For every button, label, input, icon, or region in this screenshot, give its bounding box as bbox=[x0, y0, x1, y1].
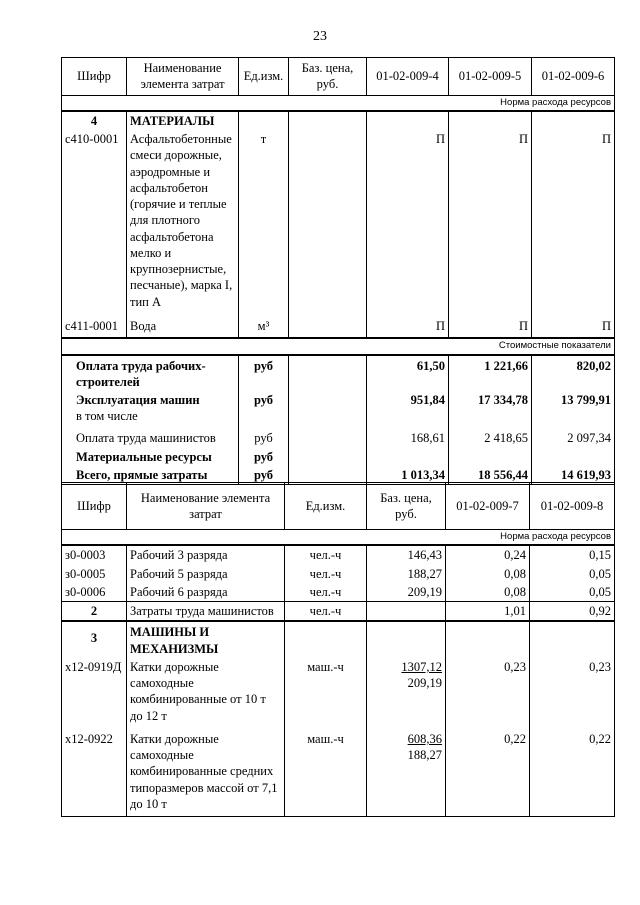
section-title: МАШИНЫ И МЕХАНИЗМЫ bbox=[127, 621, 285, 658]
row-price: 188,27 bbox=[367, 565, 446, 583]
cost-row-value-3: 14 619,93 bbox=[532, 466, 615, 485]
row-value-2: 0,05 bbox=[530, 565, 615, 583]
row-value-1: 0,22 bbox=[446, 730, 530, 817]
labor-row bbox=[62, 602, 615, 622]
row-code: з0-0005 bbox=[62, 565, 127, 583]
row-value-1: 0,24 bbox=[446, 545, 530, 564]
row-name: Катки дорожные самоходные комбинированные от 10 т до 12 т bbox=[127, 658, 285, 730]
row-name: Асфальтобетонные смеси дорожные, аэродромные и асфальтобетон (горячие и теплые для плотного асфальтобетона мелко и крупнозернистые, песчаные), марка I, тип А bbox=[127, 130, 239, 317]
row-unit: маш.-ч bbox=[285, 658, 367, 730]
cost-row-name: Всего, прямые затраты bbox=[62, 466, 239, 485]
row-price: 608,36 bbox=[407, 731, 442, 746]
labor-row-value-2: 0,92 bbox=[530, 602, 615, 622]
cost-row-value-1: 1 013,34 bbox=[367, 466, 449, 485]
cost-row-name: Материальные ресурсы bbox=[62, 447, 239, 466]
cost-row-name: Эксплуатация машин bbox=[76, 393, 200, 408]
row-value-2: 0,05 bbox=[530, 583, 615, 602]
page-number: 23 bbox=[313, 29, 327, 44]
col-header-code-1: 01-02-009-4 bbox=[367, 58, 449, 96]
col-header-price: Баз. цена, руб. bbox=[367, 483, 446, 530]
col-header-price: Баз. цена, руб. bbox=[289, 58, 367, 96]
row-price: 209,19 bbox=[367, 583, 446, 602]
table-row bbox=[62, 730, 615, 817]
table-row bbox=[62, 658, 615, 730]
cost-row-unit: руб bbox=[239, 466, 289, 485]
labor-row-name: Затраты труда машинистов bbox=[127, 602, 285, 622]
cost-row bbox=[62, 426, 615, 447]
cost-row-value-2 bbox=[449, 447, 532, 466]
resource-table-2 bbox=[61, 482, 615, 817]
labor-row-price bbox=[367, 602, 446, 622]
col-header-code-2: 01-02-009-8 bbox=[530, 483, 615, 530]
norm-subheader: Норма расхода ресурсов bbox=[62, 95, 615, 111]
row-value-3: П bbox=[532, 317, 615, 338]
cost-row-unit: руб bbox=[239, 391, 289, 426]
cost-row-unit: руб bbox=[239, 355, 289, 392]
row-value-2: 0,22 bbox=[530, 730, 615, 817]
row-code: х12-0922 bbox=[62, 730, 127, 817]
table-row bbox=[62, 130, 615, 317]
labor-row-number: 2 bbox=[62, 602, 127, 622]
cost-row bbox=[62, 355, 615, 392]
row-value-1: П bbox=[367, 317, 449, 338]
col-header-code-2: 01-02-009-5 bbox=[449, 58, 532, 96]
cost-row bbox=[62, 391, 615, 426]
cost-row-name: Оплата труда машинистов bbox=[62, 426, 239, 447]
table-row bbox=[62, 583, 615, 602]
row-value-1: П bbox=[367, 130, 449, 317]
row-price-secondary: 209,19 bbox=[407, 676, 442, 691]
col-header-code: Шифр bbox=[62, 483, 127, 530]
resource-table-1 bbox=[61, 57, 615, 485]
cost-row-value-1: 951,84 bbox=[367, 391, 449, 426]
row-value-3: П bbox=[532, 130, 615, 317]
row-unit: маш.-ч bbox=[285, 730, 367, 817]
row-value-2: П bbox=[449, 130, 532, 317]
cost-row-value-2: 1 221,66 bbox=[449, 355, 532, 392]
row-price: 1307,12 bbox=[401, 659, 442, 674]
row-value-2: П bbox=[449, 317, 532, 338]
cost-row-value-3: 820,02 bbox=[532, 355, 615, 392]
cost-row-unit: руб bbox=[239, 426, 289, 447]
row-code: с410-0001 bbox=[62, 130, 127, 317]
row-price: 146,43 bbox=[367, 545, 446, 564]
row-name: Вода bbox=[127, 317, 239, 338]
row-name: Рабочий 6 разряда bbox=[127, 583, 285, 602]
labor-row-unit: чел.-ч bbox=[285, 602, 367, 622]
row-value-2: 0,15 bbox=[530, 545, 615, 564]
section-title: МАТЕРИАЛЫ bbox=[127, 111, 239, 130]
norm-subheader: Норма расхода ресурсов bbox=[62, 530, 615, 546]
row-unit: чел.-ч bbox=[285, 565, 367, 583]
labor-row-value-1: 1,01 bbox=[446, 602, 530, 622]
row-unit: чел.-ч bbox=[285, 583, 367, 602]
row-price bbox=[289, 317, 367, 338]
row-value-1: 0,08 bbox=[446, 565, 530, 583]
row-code: з0-0003 bbox=[62, 545, 127, 564]
col-header-unit: Ед.изм. bbox=[239, 58, 289, 96]
cost-row-note: в том числе bbox=[76, 409, 138, 424]
cost-row-value-1: 168,61 bbox=[367, 426, 449, 447]
col-header-unit: Ед.изм. bbox=[285, 483, 367, 530]
row-code: х12-0919Д bbox=[62, 658, 127, 730]
col-header-code-1: 01-02-009-7 bbox=[446, 483, 530, 530]
col-header-name: Наименование элемента затрат bbox=[127, 483, 285, 530]
cost-row-value-3: 2 097,34 bbox=[532, 426, 615, 447]
row-code: з0-0006 bbox=[62, 583, 127, 602]
row-name: Рабочий 5 разряда bbox=[127, 565, 285, 583]
col-header-code-3: 01-02-009-6 bbox=[532, 58, 615, 96]
cost-row-value-2: 18 556,44 bbox=[449, 466, 532, 485]
col-header-name: Наименование элемента затрат bbox=[127, 58, 239, 96]
cost-row-unit: руб bbox=[239, 447, 289, 466]
cost-row-value-3: 13 799,91 bbox=[532, 391, 615, 426]
table-row bbox=[62, 565, 615, 583]
row-name: Катки дорожные самоходные комбинированные средних типоразмеров массой от 7,1 до 10 т bbox=[127, 730, 285, 817]
cost-row-name: Оплата труда рабочих-строителей bbox=[62, 355, 239, 392]
cost-row-value-1 bbox=[367, 447, 449, 466]
row-unit: т bbox=[239, 130, 289, 317]
row-price-secondary: 188,27 bbox=[407, 748, 442, 763]
cost-row-value-1: 61,50 bbox=[367, 355, 449, 392]
row-name: Рабочий 3 разряда bbox=[127, 545, 285, 564]
row-unit: м³ bbox=[239, 317, 289, 338]
cost-row-value-3 bbox=[532, 447, 615, 466]
row-value-1: 0,23 bbox=[446, 658, 530, 730]
row-unit: чел.-ч bbox=[285, 545, 367, 564]
col-header-code: Шифр bbox=[62, 58, 127, 96]
table-row bbox=[62, 317, 615, 338]
cost-row bbox=[62, 447, 615, 466]
row-price bbox=[289, 130, 367, 317]
cost-row-value-2: 17 334,78 bbox=[449, 391, 532, 426]
row-value-2: 0,23 bbox=[530, 658, 615, 730]
section-number: 3 bbox=[62, 621, 127, 658]
row-code: с411-0001 bbox=[62, 317, 127, 338]
row-value-1: 0,08 bbox=[446, 583, 530, 602]
section-number: 4 bbox=[62, 111, 127, 130]
cost-subheader: Стоимостные показатели bbox=[62, 338, 615, 354]
table-row bbox=[62, 545, 615, 564]
cost-row-value-2: 2 418,65 bbox=[449, 426, 532, 447]
